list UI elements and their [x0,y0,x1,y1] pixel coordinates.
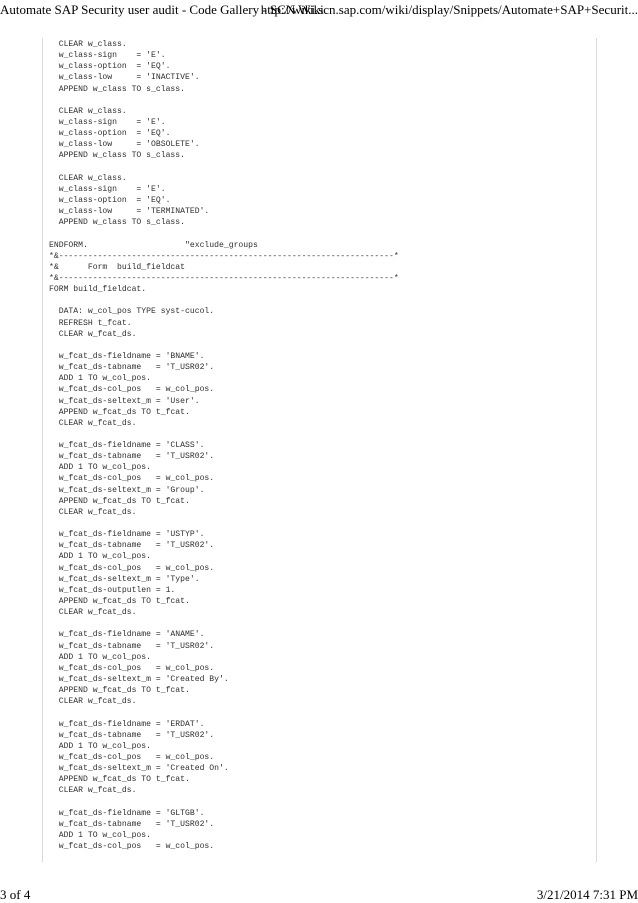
code-line: w_fcat_ds-seltext_m = 'Created On'. [49,764,229,774]
code-line: APPEND w_fcat_ds TO t_fcat. [49,496,190,506]
code-line: *&---------------------------------------------------------------------* [49,273,399,283]
code-line: *&---------------------------------------------------------------------* [49,251,399,261]
code-line: w_fcat_ds-seltext_m = 'Group'. [49,485,205,495]
code-line: w_class-option = 'EQ'. [49,129,171,139]
code-line: w_class-sign = 'E'. [49,184,166,194]
code-line: CLEAR w_fcat_ds. [49,697,137,707]
code-line: APPEND w_fcat_ds TO t_fcat. [49,686,190,696]
code-line: APPEND w_fcat_ds TO t_fcat. [49,597,190,607]
code-line: APPEND w_fcat_ds TO t_fcat. [49,407,190,417]
code-line: w_fcat_ds-seltext_m = 'Created By'. [49,675,229,685]
code-line: w_class-option = 'EQ'. [49,62,171,72]
code-line: w_fcat_ds-tabname = 'T_USR02'. [49,730,215,740]
code-line: w_fcat_ds-fieldname = 'GLTGB'. [49,808,205,818]
code-line: w_fcat_ds-tabname = 'T_USR02'. [49,641,215,651]
code-line [49,95,592,106]
code-line: DATA: w_col_pos TYPE syst-cucol. [49,307,215,317]
code-line: w_fcat_ds-tabname = 'T_USR02'. [49,363,215,373]
code-line: w_fcat_ds-seltext_m = 'User'. [49,396,200,406]
code-line: CLEAR w_fcat_ds. [49,329,137,339]
page-title: Automate SAP Security user audit - Code Gallery - SCN Wiki [0,2,324,17]
code-line: w_fcat_ds-col_pos = w_col_pos. [49,563,215,573]
code-line: w_fcat_ds-tabname = 'T_USR02'. [49,541,215,551]
code-line [49,618,592,629]
code-line: *& Form build_fieldcat [49,262,185,272]
code-line: w_class-low = 'TERMINATED'. [49,207,210,217]
code-line: CLEAR w_fcat_ds. [49,507,137,517]
code-line: w_fcat_ds-tabname = 'T_USR02'. [49,452,215,462]
code-block [49,39,592,852]
code-line: w_class-option = 'EQ'. [49,195,171,205]
code-line [49,797,592,808]
code-line [49,340,592,351]
code-line: ADD 1 TO w_col_pos. [49,463,151,473]
print-timestamp: 3/21/2014 7:31 PM [536,887,638,902]
code-line: APPEND w_class TO s_class. [49,84,185,94]
code-line: w_class-low = 'OBSOLETE'. [49,140,200,150]
code-line [49,429,592,440]
code-line [49,707,592,718]
page-url: http://wiki.scn.sap.com/wiki/display/Snippets/Automate+SAP+Securit... [260,2,638,17]
code-line: w_fcat_ds-fieldname = 'ANAME'. [49,630,205,640]
code-line: w_fcat_ds-col_pos = w_col_pos. [49,842,215,852]
code-line: ENDFORM. "exclude_groups [49,240,258,250]
code-line: REFRESH t_fcat. [49,318,132,328]
code-line [49,228,592,239]
page-number: 3 of 4 [0,887,31,902]
code-line [49,518,592,529]
code-line: w_class-low = 'INACTIVE'. [49,73,200,83]
code-line: ADD 1 TO w_col_pos. [49,552,151,562]
code-line: CLEAR w_fcat_ds. [49,418,137,428]
code-line: APPEND w_fcat_ds TO t_fcat. [49,775,190,785]
code-line: w_fcat_ds-seltext_m = 'Type'. [49,574,200,584]
code-line: APPEND w_class TO s_class. [49,218,185,228]
code-line: CLEAR w_fcat_ds. [49,786,137,796]
code-line: CLEAR w_class. [49,106,127,116]
code-line: w_fcat_ds-fieldname = 'BNAME'. [49,351,205,361]
code-line: ADD 1 TO w_col_pos. [49,830,151,840]
code-line: w_fcat_ds-col_pos = w_col_pos. [49,663,215,673]
code-line [49,295,592,306]
code-line: FORM build_fieldcat. [49,285,147,295]
code-line: CLEAR w_fcat_ds. [49,608,137,618]
code-line: w_fcat_ds-col_pos = w_col_pos. [49,753,215,762]
code-line: ADD 1 TO w_col_pos. [49,652,151,662]
code-panel [42,38,597,862]
code-line: w_fcat_ds-fieldname = 'CLASS'. [49,441,205,451]
code-line [49,162,592,173]
code-line: w_fcat_ds-col_pos = w_col_pos. [49,474,215,484]
code-line: ADD 1 TO w_col_pos. [49,741,151,751]
code-line: w_class-sign = 'E'. [49,51,166,61]
code-line: w_fcat_ds-fieldname = 'ERDAT'. [49,719,205,729]
code-line: ADD 1 TO w_col_pos. [49,374,151,384]
code-line: w_fcat_ds-col_pos = w_col_pos. [49,385,215,395]
code-line: APPEND w_class TO s_class. [49,151,185,161]
code-line: w_fcat_ds-outputlen = 1. [49,585,176,595]
code-line: w_fcat_ds-fieldname = 'USTYP'. [49,530,205,540]
code-line: CLEAR w_class. [49,40,127,49]
code-line: w_fcat_ds-tabname = 'T_USR02'. [49,819,215,829]
code-line: CLEAR w_class. [49,173,127,183]
code-line: w_class-sign = 'E'. [49,117,166,127]
